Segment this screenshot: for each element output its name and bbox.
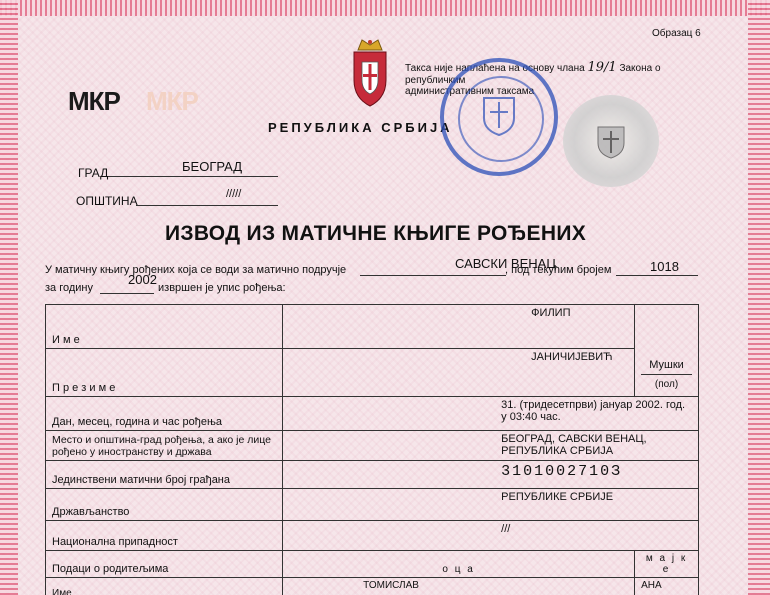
form-number: Образац 6 (652, 28, 701, 39)
country-heading: РЕПУБЛИКА СРБИЈА (268, 120, 453, 135)
birth-place-value: БЕОГРАД, САВСКИ ВЕНАЦ, РЕПУБЛИКА СРБИЈА (283, 431, 699, 461)
citizenship-value: РЕПУБЛИКЕ СРБИЈЕ (283, 489, 699, 521)
city-value: БЕОГРАД (182, 159, 243, 174)
municipality-line (136, 205, 278, 206)
row-jmbg (46, 461, 699, 489)
registry-text-part1: У матичну књигу рођених која се води за матично подручје (45, 264, 347, 276)
hologram-seal (563, 95, 659, 187)
parent-name-label: Име (46, 578, 283, 595)
birth-record-table (45, 304, 699, 595)
row-surname (46, 349, 699, 397)
number-line (616, 275, 698, 276)
document-title: ИЗВОД ИЗ МАТИЧНЕ КЊИГЕ РОЂЕНИХ (165, 222, 587, 245)
decorative-border-left (0, 0, 18, 595)
row-parent-names (46, 578, 699, 595)
tax-note-prefix: Такса није наплаћена на основу члана (405, 63, 585, 74)
tax-note-suffix: Закона о републичким (405, 63, 661, 86)
registry-number: 1018 (650, 259, 679, 274)
tax-note-article: 19/1 (587, 60, 617, 75)
sex-label: (пол) (654, 379, 679, 390)
official-stamp (440, 58, 558, 176)
surname-label: П р е з и м е (46, 349, 283, 397)
nationality-label: Национална припадност (46, 521, 283, 551)
year-prefix: за годину (45, 282, 94, 294)
sex-cell (635, 305, 699, 397)
sex-value: Мушки (641, 359, 692, 375)
father-name: ТОМИСЛАВ (283, 578, 635, 595)
city-label: ГРАД (78, 166, 109, 180)
nationality-value: /// (283, 521, 699, 551)
registry-year: 2002 (128, 272, 157, 287)
registry-text-part3: извршен је упис рођења: (158, 282, 286, 294)
parents-label: Подаци о родитељима (46, 551, 283, 578)
mother-header: м а ј к е (635, 551, 699, 578)
area-value: САВСКИ ВЕНАЦ (455, 256, 556, 271)
mother-name: АНА (635, 578, 699, 595)
birth-date-label: Дан, месец, година и час рођења (46, 397, 283, 431)
first-name-label: И м е (46, 305, 283, 349)
coat-of-arms-icon (350, 36, 390, 108)
year-line (100, 293, 154, 294)
municipality-label: ОПШТИНА (76, 194, 138, 208)
surname-value: ЈАНИЧИЈЕВИЋ (283, 349, 635, 397)
decorative-border-right (748, 0, 770, 595)
jmbg-label: Јединствени матични број грађана (46, 461, 283, 489)
row-birth-date (46, 397, 699, 431)
first-name-value: ФИЛИП (283, 305, 635, 349)
row-nationality (46, 521, 699, 551)
row-parents-header (46, 551, 699, 578)
hologram-emblem-icon (596, 123, 626, 159)
city-line (108, 176, 278, 177)
mkr-logo-dark: МКР (68, 86, 120, 116)
tax-note-line2: административним таксама (405, 86, 535, 97)
stamp-emblem-icon (482, 94, 516, 136)
row-citizenship (46, 489, 699, 521)
row-birth-place (46, 431, 699, 461)
row-first-name (46, 305, 699, 349)
citizenship-label: Држављанство (46, 489, 283, 521)
municipality-value: ///// (226, 188, 242, 200)
birth-date-value: 31. (тридесетпрви) јануар 2002. год. у 03:40 час. (283, 397, 699, 431)
registry-text-part2: , под текућим бројем (505, 264, 612, 276)
father-header: о ц а (283, 551, 635, 578)
birth-place-label: Место и општина-град рођења, а ако је лице рођено у иностранству и држава (46, 431, 283, 461)
jmbg-value: 3101002710З (283, 461, 699, 489)
decorative-border-top (0, 0, 770, 16)
mkr-logo-light: МКР (146, 86, 198, 116)
area-line (360, 275, 506, 276)
